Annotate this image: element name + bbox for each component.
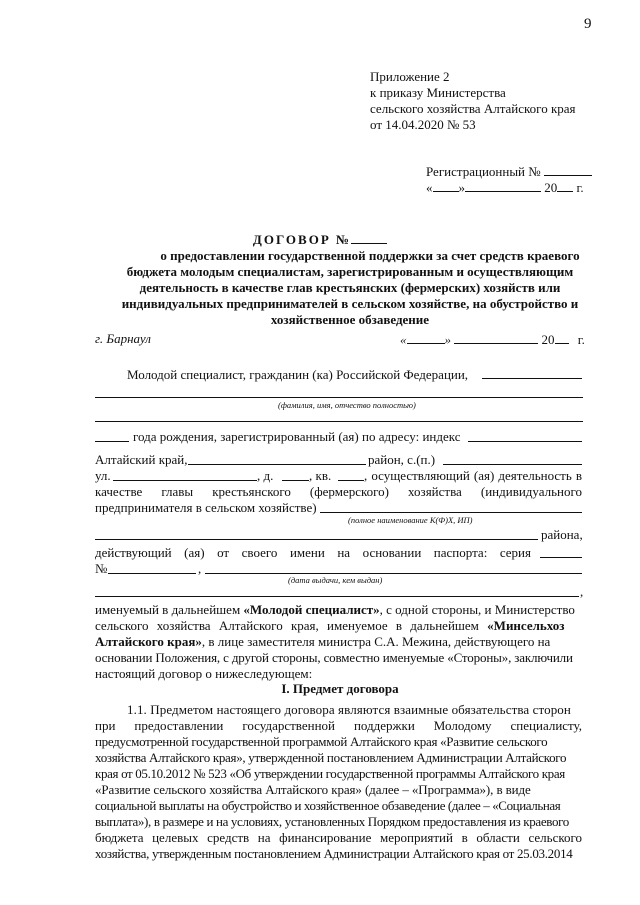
registration-number	[426, 163, 592, 180]
section-line: хозяйства Алтайского края», утвержденной постановлением Администрации Алтайского	[95, 750, 567, 765]
title-line: деятельность в качестве глав крестьянских (фермерских) хозяйств или	[139, 280, 561, 295]
date-day-blank	[407, 331, 445, 344]
number-sign: №	[95, 561, 108, 576]
ip-name-blank	[320, 512, 582, 513]
issued-blank	[205, 573, 582, 574]
fio-line-2	[95, 421, 583, 422]
house-label: , д.	[257, 468, 274, 483]
title-line: хозяйственное обзаведение	[270, 312, 430, 327]
day-blank	[433, 179, 459, 192]
index-blank	[468, 441, 582, 442]
ministry-line	[95, 618, 565, 634]
title-heading-text: ДОГОВОР №	[252, 232, 352, 247]
contract-date	[400, 331, 585, 348]
date-year-prefix: 20	[541, 332, 555, 347]
section-line: социальной выплаты на обустройство и хозяйственное обзаведение (далее – «Социальная	[95, 798, 561, 813]
quote-open: «	[426, 180, 433, 195]
passport-line: действующий (ая) от своего имени на основании паспорта: серия	[95, 545, 531, 560]
date-month-blank	[454, 331, 538, 344]
named-bold: «Молодой специалист»	[243, 602, 380, 617]
basis-line-2: настоящий договор о нижеследующем:	[95, 666, 313, 681]
quote-close: »	[458, 180, 465, 195]
apartment-blank	[338, 480, 364, 481]
birth-year-blank	[95, 441, 129, 442]
appendix-line: сельского хозяйства Алтайского края	[370, 101, 576, 116]
date-year-suffix: г.	[577, 332, 585, 347]
appendix-line: от 14.04.2020 № 53	[370, 117, 476, 132]
passport-number-blank	[108, 573, 196, 574]
registration-date	[426, 179, 584, 196]
page-number: 9	[584, 16, 592, 32]
year-prefix: 20	[544, 180, 558, 195]
section-line: хозяйства, утвержденным постановлением Администрации Алтайского края от 25.03.2014	[95, 846, 573, 861]
apartment-label: , кв.	[309, 468, 332, 483]
name-caption: (полное наименование К(Ф)Х, ИП)	[348, 515, 473, 525]
named-text: именуемый в дальнейшем	[95, 602, 241, 617]
title-line: бюджета молодым специалистам, зарегистрированным и осуществляющим	[126, 264, 574, 279]
date-quote-open: «	[400, 332, 407, 347]
ministry-text: сельского хозяйства Алтайского края, именуемое в дальнейшем	[95, 618, 479, 633]
region-blank	[188, 464, 366, 465]
fio-line	[95, 397, 583, 398]
year-suffix: г.	[576, 180, 584, 195]
appendix-line: Приложение 2	[370, 69, 450, 84]
title-heading	[0, 231, 640, 248]
region-label: Алтайский край,	[95, 452, 188, 467]
title-line: о предоставлении государственной поддержки за счет средств краевого	[160, 248, 580, 263]
title-line: индивидуальных предпринимателей в сельском хозяйстве, на обустройство и	[121, 296, 579, 311]
named-text-2: , с одной стороны, и Министерство	[379, 602, 575, 617]
month-blank	[465, 179, 541, 192]
street-blank	[113, 480, 257, 481]
section-line: выплата»), в размере и на условиях, установленных Порядком предоставления из краевого	[95, 814, 569, 829]
birth-year-text: года рождения, зарегистрированный (ая) по адресу: индекс	[133, 429, 461, 444]
appendix-line: к приказу Министерства	[370, 85, 506, 100]
section-line: бюджета целевых средств на финансирование мероприятий в области сельского	[95, 830, 582, 845]
head-kfh-line: качестве главы крестьянского (фермерского) хозяйства (индивидуального	[95, 484, 582, 499]
district-suffix: района,	[541, 527, 583, 542]
date-quote-close: »	[444, 332, 451, 347]
registration-number-blank	[544, 163, 592, 176]
passport-series-blank	[540, 557, 582, 558]
named-line	[95, 602, 575, 618]
ip-line: предпринимателя в сельском хозяйстве)	[95, 500, 317, 515]
district-label: район, с.(п.)	[368, 452, 436, 467]
section-heading: I. Предмет договора	[281, 681, 399, 696]
ministry-bold-b: Алтайского края»	[95, 634, 202, 649]
section-line: при предоставлении государственной поддержки Молодому специалисту,	[95, 718, 582, 733]
district-name-blank	[95, 539, 538, 540]
ministry-line-2	[95, 634, 550, 650]
fio-caption: (фамилия, имя, отчество полностью)	[278, 400, 416, 410]
comma: ,	[198, 561, 202, 576]
section-line: 1.1. Предметом настоящего договора являются взаимные обязательства сторон	[127, 702, 571, 717]
street-label: ул.	[95, 468, 111, 483]
section-line: «Развитие сельского хозяйства Алтайского края» (далее – «Программа»), в виде	[95, 782, 531, 797]
specialist-intro: Молодой специалист, гражданин (ка) Российской Федерации,	[127, 367, 469, 382]
activity-text: , осуществляющий (ая) деятельность в	[364, 468, 582, 483]
settlement-blank	[443, 464, 582, 465]
section-line: края от 05.10.2012 № 523 «Об утверждении государственной программы Алтайского края	[95, 766, 565, 781]
contract-number-blank	[351, 231, 387, 244]
year-blank	[557, 179, 573, 192]
date-year-blank	[555, 331, 569, 344]
city: г. Барнаул	[95, 331, 151, 346]
issued-blank-2	[95, 596, 579, 597]
section-line: предусмотренной государственной программой Алтайского края «Развитие сельского	[95, 734, 548, 749]
house-blank	[282, 480, 309, 481]
ministry-rest: , в лице заместителя министра С.А. Межина, действующего на	[201, 634, 551, 649]
issued-caption: (дата выдачи, кем выдан)	[288, 575, 383, 585]
comma-end: ,	[580, 584, 584, 599]
registration-number-label: Регистрационный №	[426, 164, 541, 179]
basis-line: основании Положения, с другой стороны, совместно именуемые «Стороны», заключили	[95, 650, 573, 665]
ministry-bold-a: «Минсельхоз	[487, 618, 565, 633]
fio-blank	[482, 378, 582, 379]
